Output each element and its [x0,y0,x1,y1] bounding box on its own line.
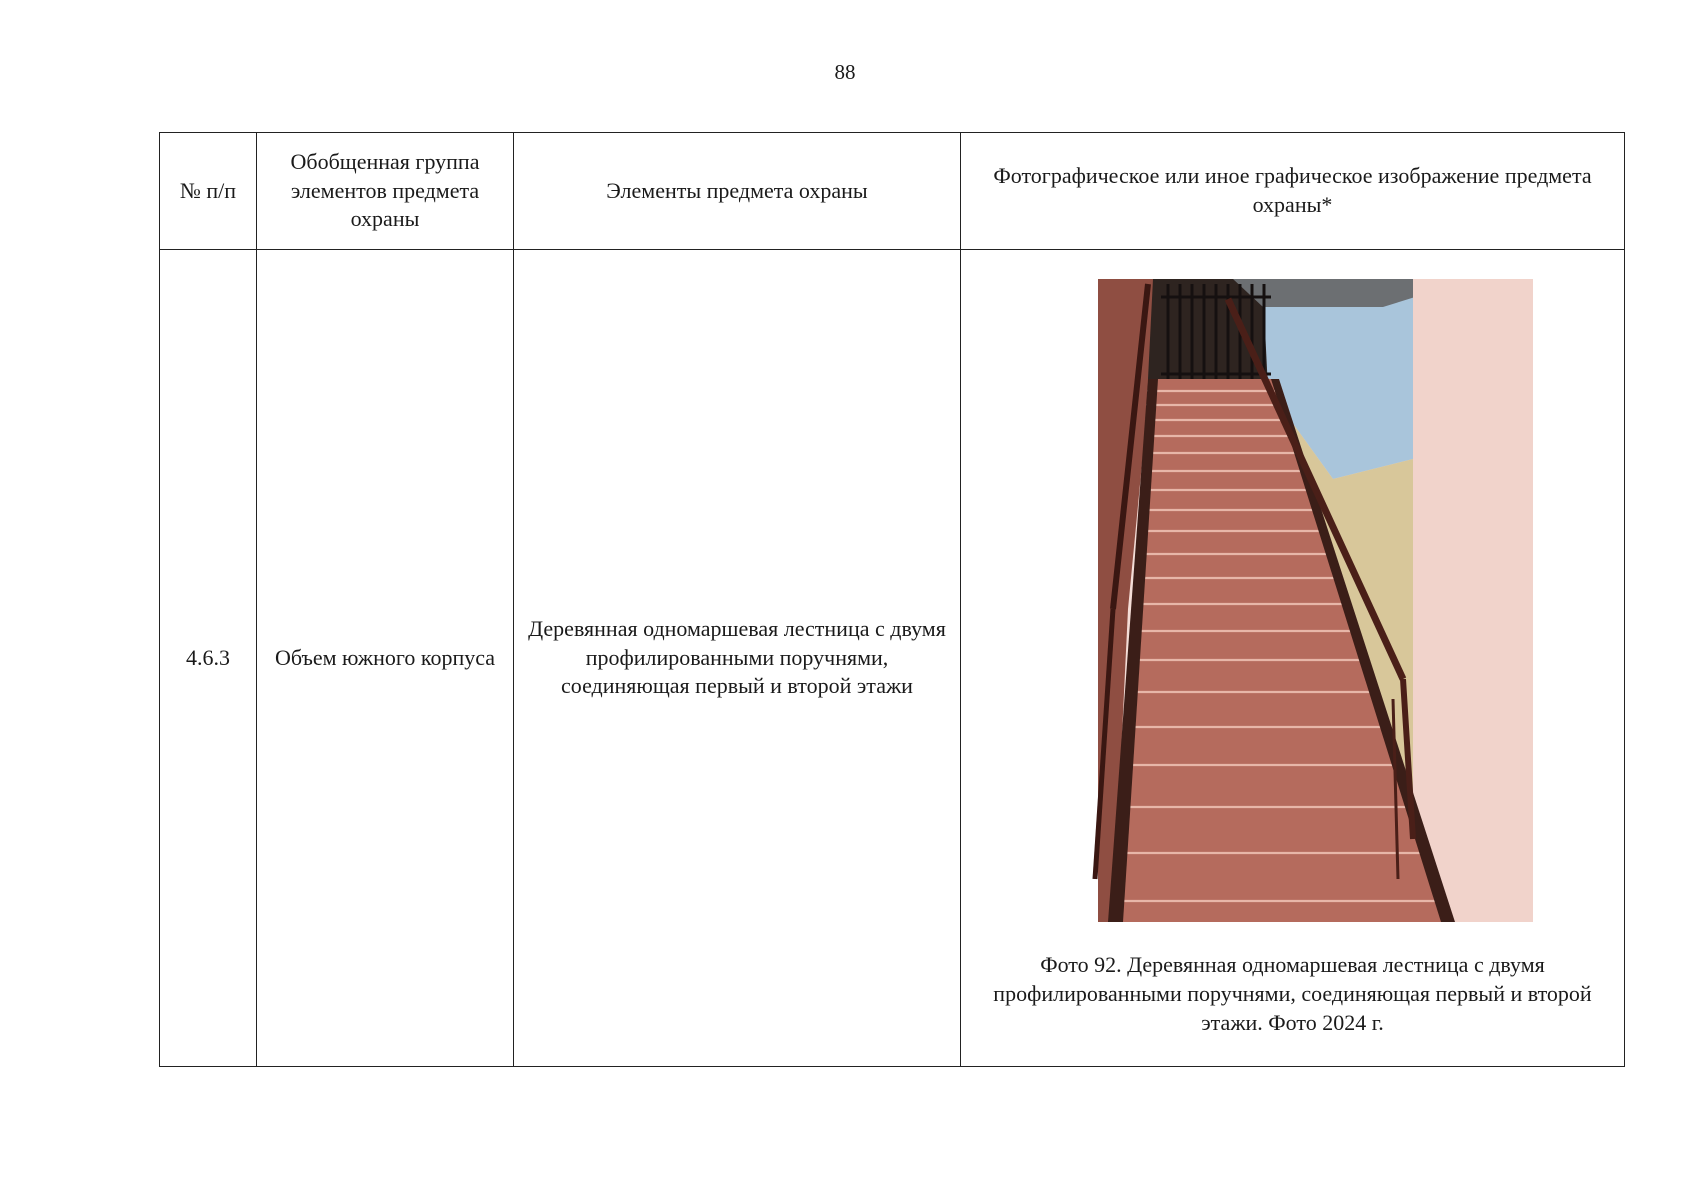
row-elements: Деревянная одномаршевая лестница с двумя профилированными поручнями, соединяющая первый и второй этажи [514,250,961,1067]
staircase-photo [1053,279,1533,922]
row-group: Объем южного корпуса [257,250,514,1067]
row-image-cell [961,250,1625,1067]
row-num: 4.6.3 [160,250,257,1067]
header-group: Обобщенная группа элементов предмета охраны [257,133,514,250]
header-image: Фотографическое или иное графическое изображение предмета охраны* [961,133,1625,250]
header-num: № п/п [160,133,257,250]
table-row [160,250,1625,1067]
header-row [160,133,1625,250]
header-elements: Элементы предмета охраны [514,133,961,250]
protection-table [159,132,1625,1067]
page-number: 88 [834,60,856,84]
photo-caption: Фото 92. Деревянная одномаршевая лестница с двумя профилированными поручнями, соединяющая первый и второй этажи. Фото 2024 г. [993,951,1592,1036]
